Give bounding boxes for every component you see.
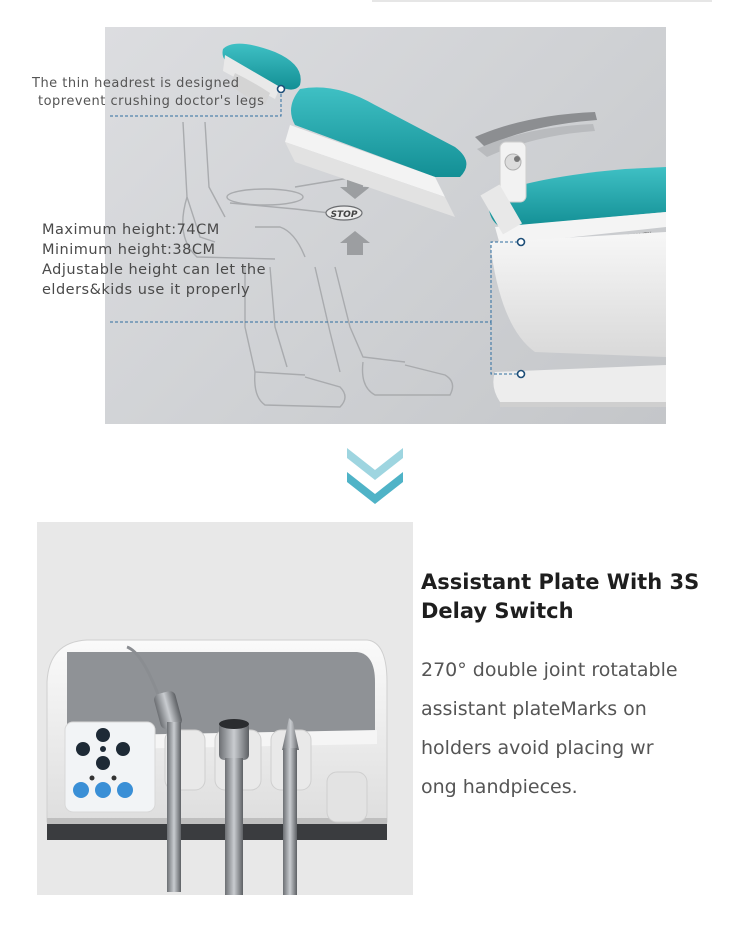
headrest-note-line2: toprevent crushing doctor's legs [38, 94, 265, 109]
height-note-line2: Minimum height:38CM [42, 242, 216, 258]
assistant-plate-illustration [37, 522, 413, 895]
height-note-line1: Maximum height:74CM [42, 222, 220, 238]
height-note-line3: Adjustable height can let the [42, 262, 266, 278]
top-divider-line [372, 0, 712, 2]
double-chevron-down-icon [345, 444, 405, 508]
description-line1: 270° double joint rotatable [421, 659, 678, 681]
description-line4: ong handpieces. [421, 776, 578, 798]
height-note-line4: elders&kids use it properly [42, 282, 251, 298]
description-line2: assistant plateMarks on [421, 698, 647, 720]
stop-indicator [326, 175, 370, 255]
headrest-note-line1: The thin headrest is designed [32, 76, 240, 91]
control-keypad [65, 722, 155, 812]
title-line2: Delay Switch [421, 599, 574, 623]
assistant-plate-image [37, 522, 413, 895]
stop-label: STOP [330, 210, 358, 220]
height-note [42, 220, 266, 300]
headrest-note [32, 75, 264, 111]
description-line3: holders avoid placing wr [421, 737, 654, 759]
chair-body [285, 87, 666, 407]
assistant-plate-title [421, 568, 741, 626]
title-line1: Assistant Plate With 3S [421, 570, 700, 594]
assistant-plate-description [421, 651, 741, 807]
